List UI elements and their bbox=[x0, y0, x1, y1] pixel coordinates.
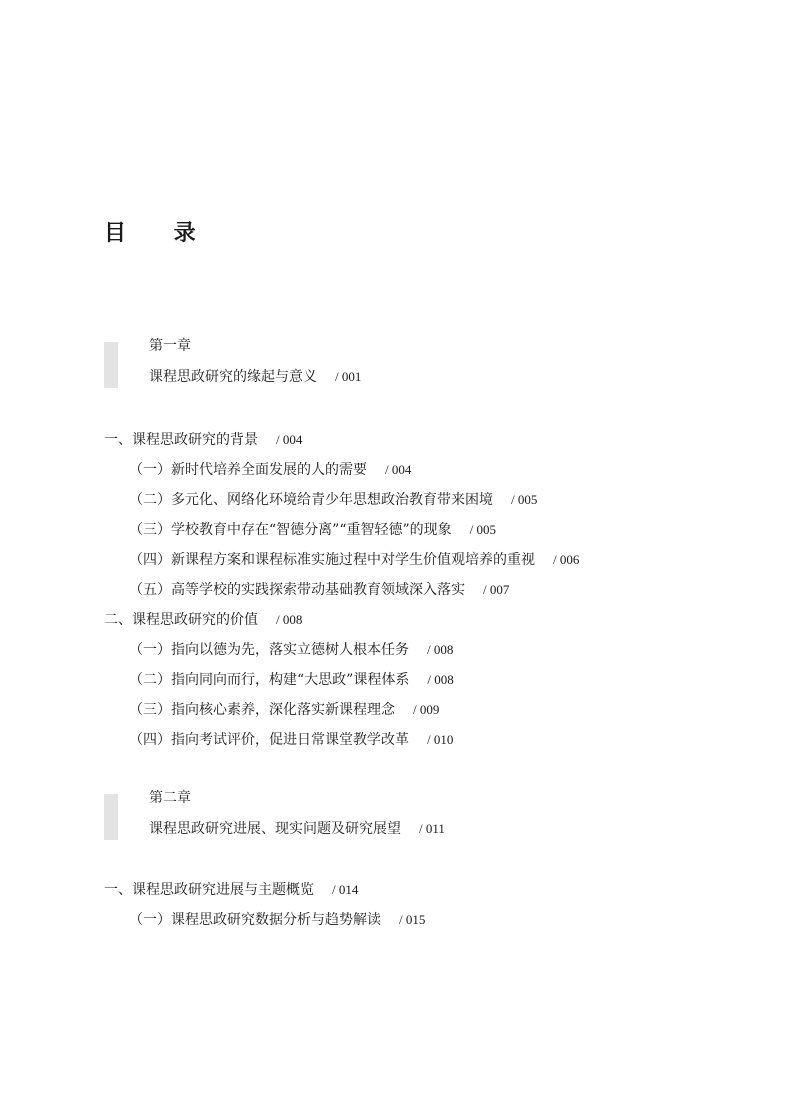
page-number: / 010 bbox=[427, 732, 454, 747]
toc-section[interactable] bbox=[104, 610, 302, 630]
chapter-2-header bbox=[104, 790, 704, 844]
chapter-marker-bar bbox=[104, 794, 118, 840]
page-number: / 004 bbox=[385, 462, 412, 477]
toc-subsection[interactable] bbox=[129, 670, 454, 690]
toc-subsection[interactable] bbox=[129, 730, 453, 750]
chapter-title: 课程思政研究的缘起与意义 bbox=[149, 369, 317, 385]
chapter-title-entry[interactable] bbox=[149, 367, 361, 387]
page-number: / 015 bbox=[399, 912, 426, 927]
toc-subsection[interactable] bbox=[129, 490, 537, 510]
page-number: / 004 bbox=[276, 432, 303, 447]
subsection-title: （一）课程思政研究数据分析与趋势解读 bbox=[129, 912, 381, 928]
page-number: / 001 bbox=[335, 369, 362, 384]
chapter-number: 第一章 bbox=[149, 338, 191, 354]
subsection-title: （三）指向核心素养，深化落实新课程理念 bbox=[129, 702, 395, 718]
subsection-title: （三）学校教育中存在“智德分离”“重智轻德”的现象 bbox=[129, 522, 452, 538]
toc-subsection[interactable] bbox=[129, 700, 439, 720]
page-number: / 007 bbox=[483, 582, 510, 597]
toc-subsection[interactable] bbox=[129, 910, 425, 930]
subsection-title: （一）指向以德为先，落实立德树人根本任务 bbox=[129, 642, 409, 658]
section-title: 一、课程思政研究的背景 bbox=[104, 432, 258, 448]
toc-subsection[interactable] bbox=[129, 520, 496, 540]
subsection-title: （四）指向考试评价，促进日常课堂教学改革 bbox=[129, 732, 409, 748]
page-number: / 008 bbox=[427, 672, 454, 687]
section-title: 二、课程思政研究的价值 bbox=[104, 612, 258, 628]
subsection-title: （五）高等学校的实践探索带动基础教育领域深入落实 bbox=[129, 582, 465, 598]
page-number: / 009 bbox=[413, 702, 440, 717]
page-number: / 014 bbox=[332, 882, 359, 897]
toc-subsection[interactable] bbox=[129, 640, 453, 660]
page-number: / 008 bbox=[427, 642, 454, 657]
subsection-title: （二）多元化、网络化环境给青少年思想政治教育带来困境 bbox=[129, 492, 493, 508]
toc-section[interactable] bbox=[104, 880, 358, 900]
subsection-title: （四）新课程方案和课程标准实施过程中对学生价值观培养的重视 bbox=[129, 552, 535, 568]
toc-section[interactable] bbox=[104, 430, 302, 450]
chapter-1-header bbox=[104, 338, 704, 392]
chapter-title: 课程思政研究进展、现实问题及研究展望 bbox=[149, 821, 401, 837]
page-title: 目 录 bbox=[104, 221, 216, 246]
subsection-title: （一）新时代培养全面发展的人的需要 bbox=[129, 462, 367, 478]
page-number: / 005 bbox=[511, 492, 538, 507]
chapter-marker-bar bbox=[104, 342, 118, 388]
page-number: / 008 bbox=[276, 612, 303, 627]
section-title: 一、课程思政研究进展与主题概览 bbox=[104, 882, 314, 898]
chapter-title-entry[interactable] bbox=[149, 819, 445, 839]
chapter-number: 第二章 bbox=[149, 790, 191, 806]
toc-subsection[interactable] bbox=[129, 550, 579, 570]
page-number: / 005 bbox=[469, 522, 497, 537]
subsection-title: （二）指向同向而行，构建“大思政”课程体系 bbox=[129, 672, 410, 688]
toc-subsection[interactable] bbox=[129, 580, 509, 600]
toc-subsection[interactable] bbox=[129, 460, 411, 480]
page-number: / 011 bbox=[419, 821, 445, 836]
page-number: / 006 bbox=[553, 552, 580, 567]
